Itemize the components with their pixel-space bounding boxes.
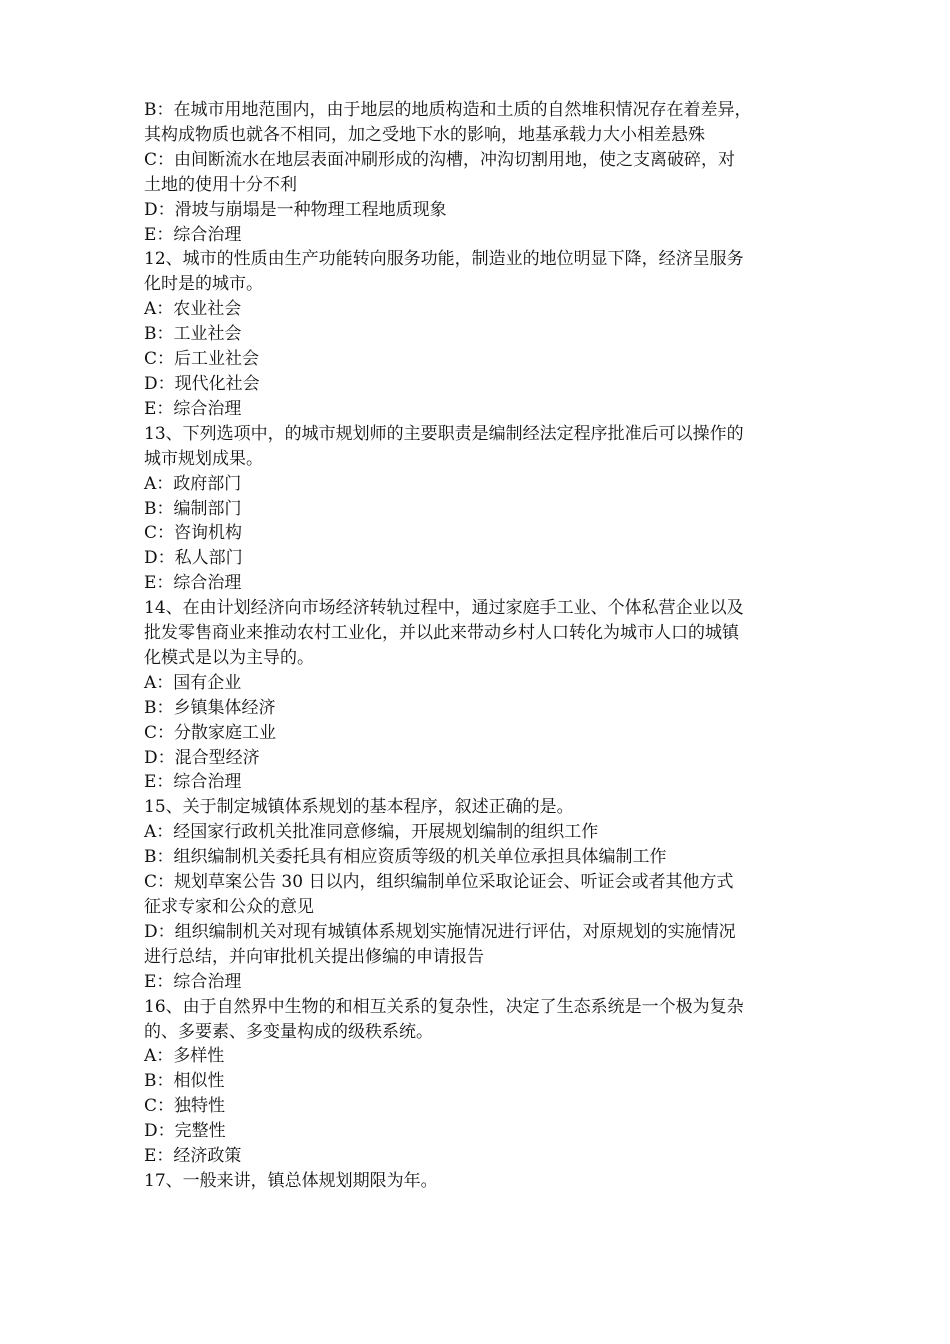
option-line: C：规划草案公告 30 日以内，组织编制单位采取论证会、听证会或者其他方式: [144, 872, 734, 893]
question-line: 城市规划成果。: [144, 448, 263, 469]
option-line: B：编制部门: [144, 498, 242, 519]
option-line: E：综合治理: [144, 573, 242, 594]
question-line: 16、由于自然界中生物的和相互关系的复杂性，决定了生态系统是一个极为复杂: [144, 996, 744, 1017]
option-line: A：政府部门: [144, 473, 242, 494]
option-line: D：私人部门: [144, 548, 243, 569]
option-line: C：咨询机构: [144, 523, 243, 544]
question-line: 14、在由计划经济向市场经济转轨过程中，通过家庭手工业、个体私营企业以及: [144, 598, 744, 619]
question-line: 批发零售商业来推动农村工业化，并以此来带动乡村人口转化为城市人口的城镇: [144, 623, 739, 644]
option-line: C：分散家庭工业: [144, 722, 277, 743]
question-line: 17、一般来讲，镇总体规划期限为年。: [144, 1170, 438, 1191]
option-line: A：经国家行政机关批准同意修编，开展规划编制的组织工作: [144, 822, 599, 843]
option-line: E：综合治理: [144, 772, 242, 793]
option-line: E：综合治理: [144, 398, 242, 419]
document-body: [144, 98, 810, 1194]
text-line: C：由间断流水在地层表面冲刷形成的沟槽，冲沟切割用地，使之支离破碎，对: [144, 149, 736, 170]
option-line: E：经济政策: [144, 1146, 242, 1167]
option-line: B：组织编制机关委托具有相应资质等级的机关单位承担具体编制工作: [144, 847, 667, 868]
text-line: B：在城市用地范围内，由于地层的地质构造和土质的自然堆积情况存在着差异，: [144, 100, 752, 120]
question-line: 15、关于制定城镇体系规划的基本程序，叙述正确的是。: [144, 797, 574, 818]
option-line: 进行总结，并向审批机关提出修编的申请报告: [144, 946, 484, 967]
option-line: C：后工业社会: [144, 349, 260, 370]
question-line: 12、城市的性质由生产功能转向服务功能，制造业的地位明显下降，经济呈服务: [144, 249, 744, 270]
question-line: 化模式是以为主导的。: [144, 647, 314, 668]
option-line: D：混合型经济: [144, 747, 260, 768]
text-line: 土地的使用十分不利: [144, 174, 297, 195]
option-line: A：多样性: [144, 1046, 225, 1067]
option-line: A：农业社会: [144, 299, 242, 320]
option-line: B：工业社会: [144, 324, 242, 345]
question-line: 化时是的城市。: [144, 274, 263, 295]
option-line: A：国有企业: [144, 672, 242, 693]
question-line: 的、多要素、多变量构成的级秩系统。: [144, 1021, 433, 1042]
text-line: E：综合治理: [144, 224, 242, 245]
text-line: D：滑坡与崩塌是一种物理工程地质现象: [144, 199, 447, 220]
question-line: 13、下列选项中，的城市规划师的主要职责是编制经法定程序批准后可以操作的: [144, 423, 744, 444]
text-line: 其构成物质也就各不相同，加之受地下水的影响，地基承载力大小相差悬殊: [144, 124, 705, 145]
option-line: 征求专家和公众的意见: [144, 897, 314, 917]
option-line: D：现代化社会: [144, 373, 260, 394]
option-line: D：完整性: [144, 1121, 226, 1142]
option-line: C：独特性: [144, 1096, 226, 1117]
option-line: D：组织编制机关对现有城镇体系规划实施情况进行评估，对原规划的实施情况: [144, 921, 736, 942]
option-line: B：相似性: [144, 1071, 225, 1092]
option-line: E：综合治理: [144, 971, 242, 992]
option-line: B：乡镇集体经济: [144, 697, 276, 718]
